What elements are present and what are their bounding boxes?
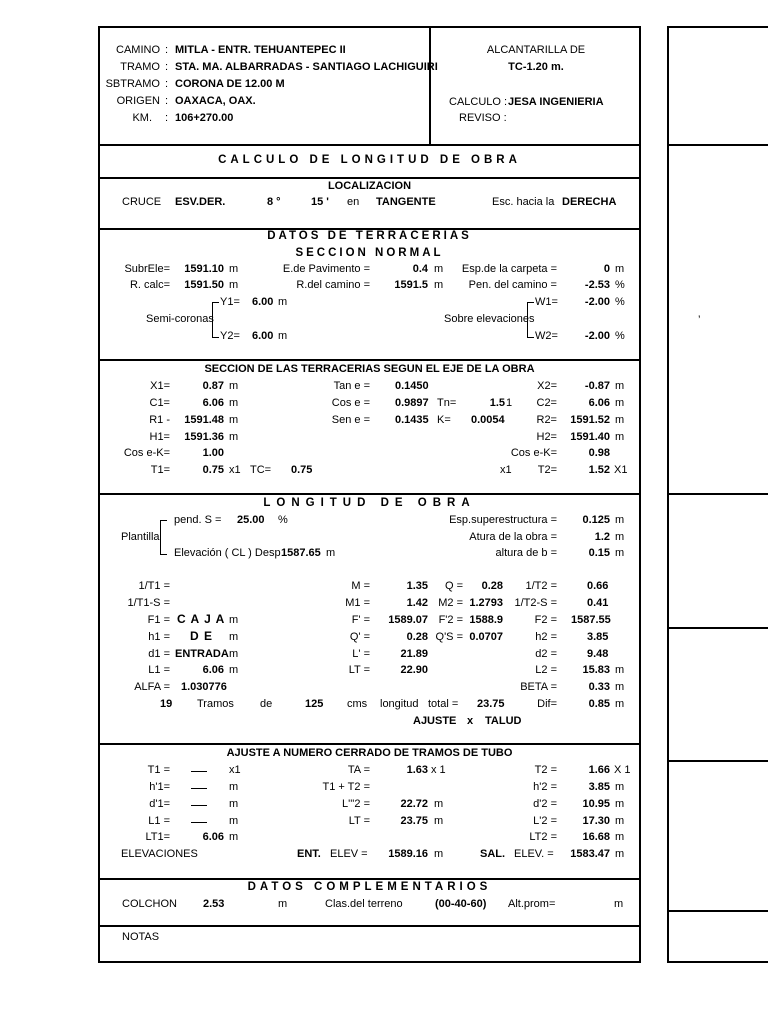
esp-super-value: 0.125 [582,514,610,526]
km-value: 106+270.00 [175,112,234,124]
t2-value: 1.52 [588,464,610,476]
h1-obra-unit: m [229,631,239,643]
tc-label: TC= [250,464,272,476]
t1t2-label: T1 + T2 = [322,781,370,793]
m1-label: M1 = [345,597,370,609]
aj-d2-value: 10.95 [582,798,610,810]
esp-super-label: Esp.superestructura = [449,514,557,526]
f2p-label: F'2 = [438,614,463,626]
ta-unit: x 1 [431,764,446,776]
cosek2-value: 0.98 [588,447,610,459]
colon: : [165,112,169,124]
r2-label: R2= [536,414,557,426]
r1-value: 1591.48 [184,414,224,426]
ajuste-label: AJUSTE [413,715,457,727]
l1-obra-unit: m [229,664,239,676]
empty-value-dash [191,771,207,772]
divider [667,627,768,629]
aj-l2-label: L'2 = [533,815,557,827]
d2-label: d2 = [535,648,557,660]
aj-t1-unit: x1 [229,764,241,776]
tramo-value: STA. MA. ALBARRADAS - SANTIAGO LACHIGUIRI [175,61,438,73]
y1-label: Y1= [220,296,240,308]
w2-value: -2.00 [584,330,610,342]
w1-value: -2.00 [584,296,610,308]
angle-degrees: 8 ° [267,196,281,208]
aj-lt-unit: m [434,815,444,827]
altb-unit: m [615,547,625,559]
c2-value: 6.06 [588,397,610,409]
cms-value: 125 [305,698,324,710]
tangente-value: TANGENTE [376,196,436,208]
esc-label: Esc. hacia la [492,196,555,208]
plantilla-label: Plantilla [121,531,160,543]
aj-t1-label: T1 = [147,764,170,776]
k-label: K= [437,414,451,426]
c2-unit: m [615,397,625,409]
qs-label: Q'S = [435,631,463,643]
fp-label: F' = [351,614,370,626]
esc-value: DERECHA [562,196,617,208]
h2-unit: m [615,431,625,443]
c2-label: C2= [536,397,557,409]
sobre-elevaciones-label: Sobre elevaciones [444,313,535,325]
aj-lt-label: LT = [348,815,370,827]
alt-prom-unit: m [614,898,624,910]
colon: : [165,95,169,107]
pend-label: Pen. del camino = [468,279,557,291]
w1-label: W1= [535,296,558,308]
cosek1-value: 1.00 [202,447,224,459]
pend-s-unit: % [278,514,288,526]
clas-terreno-value: (00-40-60) [435,898,487,910]
localizacion-heading: LOCALIZACION [327,180,412,192]
epav-value: 0.4 [412,263,428,275]
semi-coronas-label: Semi-coronas [146,313,214,325]
cose-label: Cos e = [331,397,370,409]
notas-label: NOTAS [122,931,160,943]
elevaciones-label: ELEVACIONES [121,848,198,860]
m1-value: 1.42 [406,597,428,609]
inv-t1-label: 1/T1 = [138,580,170,592]
elev2-label: ELEV. = [514,848,554,860]
cosek1-label: Cos e-K= [123,447,170,459]
t1-value: 0.75 [202,464,224,476]
aj-lt2-label: LT2 = [529,831,557,843]
origen-value: OAXACA, OAX. [175,95,256,107]
espc-value: 0 [603,263,610,275]
h2-label: H2= [536,431,557,443]
tn-unit: 1 [506,397,513,409]
sal-label: SAL. [480,848,506,860]
r1-unit: m [229,414,239,426]
inv-t2s-value: 0.41 [587,597,609,609]
aj-hp2-value: 3.85 [588,781,610,793]
pend-s-value: 25.00 [237,514,265,526]
lpp2-value: 22.72 [400,798,428,810]
sal-unit: m [615,848,625,860]
x2-unit: m [615,380,625,392]
longitud-heading: LONGITUD DE OBRA [263,497,476,509]
epav-label: E.de Pavimento = [282,263,370,275]
subtramo-label: SBTRAMO [105,78,160,90]
subrele-unit: m [229,263,239,275]
sene-value: 0.1435 [395,414,429,426]
aj-d2-unit: m [615,798,625,810]
rcam-label: R.del camino = [296,279,370,291]
tn-label: Tn= [437,397,457,409]
colon: : [165,61,169,73]
origen-label: ORIGEN [116,95,160,107]
y1-unit: m [278,296,288,308]
ajuste-heading: AJUSTE A NUMERO CERRADO DE TRAMOS DE TUBO [226,747,513,759]
h2-value: 1591.40 [570,431,610,443]
cosek2-label: Cos e-K= [510,447,557,459]
cruce-label: CRUCE [122,196,162,208]
tane-value: 0.1450 [395,380,429,392]
side-mark: ’ [698,314,701,326]
y2-unit: m [278,330,288,342]
rcalc-unit: m [229,279,239,291]
q-label: Q = [444,580,463,592]
h1-obra-label: h1 = [148,631,170,643]
divider [98,359,641,361]
d2-value: 9.48 [587,648,609,660]
talud-label: TALUD [485,715,522,727]
subrele-value: 1591.10 [184,263,224,275]
y2-label: Y2= [220,330,240,342]
elevacion-unit: m [326,547,336,559]
x1-unit: m [229,380,239,392]
t2-label: T2= [537,464,557,476]
camino-label: CAMINO [116,44,160,56]
pend-value: -2.53 [584,279,610,291]
t1-label: T1= [150,464,170,476]
l2-obra-unit: m [615,664,625,676]
altb-value: 0.15 [588,547,610,559]
dif-value: 0.85 [588,698,610,710]
w2-unit: % [615,330,625,342]
w2-label: W2= [535,330,558,342]
lpp2-unit: m [434,798,444,810]
l2-obra-value: 15.83 [582,664,610,676]
espc-label: Esp.de la carpeta = [461,263,557,275]
divider [667,760,768,762]
aj-lt-value: 23.75 [400,815,428,827]
colon: : [165,78,169,90]
divider [98,878,641,880]
reviso-label: REVISO : [459,112,507,124]
c1-unit: m [229,397,239,409]
tramos-label: Tramos [197,698,234,710]
y2-value: 6.00 [252,330,274,342]
qp-label: Q' = [349,631,370,643]
aj-lt2-unit: m [615,831,625,843]
calculo-label: CALCULO : [449,96,508,108]
m2-value: 1.2793 [469,597,503,609]
alt-prom-label: Alt.prom= [508,898,556,910]
inv-t2-label: 1/T2 = [525,580,557,592]
aj-lt2-value: 16.68 [582,831,610,843]
colchon-value: 2.53 [203,898,225,910]
l1-obra-value: 6.06 [202,664,224,676]
angle-minutes: 15 ' [311,196,329,208]
divider [667,910,768,912]
f1-label: F1 = [147,614,170,626]
alfa-label: ALFA = [134,681,170,693]
w1-unit: % [615,296,625,308]
aj-dp1-unit: m [229,798,239,810]
colon: : [165,44,169,56]
beta-unit: m [615,681,625,693]
aj-t2-unit: X 1 [614,764,631,776]
aj-hp2-unit: m [615,781,625,793]
divider [98,925,641,927]
rcalc-value: 1591.50 [184,279,224,291]
aj-dp1-label: d'1= [149,798,170,810]
x2-label: X2= [537,380,557,392]
atura-unit: m [615,531,625,543]
aj-hp1-label: h'1= [149,781,170,793]
f2-value: 1587.55 [571,614,611,626]
tc-value: 0.75 [291,464,313,476]
x1-label: X1= [150,380,170,392]
colchon-unit: m [278,898,288,910]
alcantarilla-label: ALCANTARILLA DE [486,44,586,56]
aj-t2-label: T2 = [534,764,557,776]
cms-label: cms [347,698,368,710]
eje-heading: SECCION DE LAS TERRACERIAS SEGUN EL EJE DE LA OBRA [204,363,535,375]
clas-terreno-label: Clas.del terreno [325,898,403,910]
sene-label: Sen e = [331,414,370,426]
pend-unit: % [615,279,625,291]
t2-unit: X1 [614,464,628,476]
qp-value: 0.28 [406,631,428,643]
cose-value: 0.9897 [395,397,429,409]
alfa-value: 1.030776 [181,681,227,693]
empty-value-dash [191,788,207,789]
complementarios-heading: DATOS COMPLEMENTARIOS [247,881,492,893]
c1-label: C1= [149,397,170,409]
y1-value: 6.00 [252,296,274,308]
subrele-label: SubrEle= [124,263,170,275]
calculo-value: JESA INGENIERIA [508,96,604,108]
divider [98,493,641,495]
f2p-value: 1588.9 [469,614,503,626]
page-title: CALCULO DE LONGITUD DE OBRA [218,154,521,166]
divider [98,177,641,179]
empty-value-dash [191,805,207,806]
beta-value: 0.33 [588,681,610,693]
lt-value: 22.90 [400,664,428,676]
alcantarilla-value: TC-1.20 m. [508,61,564,73]
divider [667,144,768,146]
ent-label: ENT. [297,848,321,860]
lp-value: 21.89 [400,648,428,660]
elevacion-label: Elevación ( CL ) Desp [174,547,281,559]
divider [667,493,768,495]
m-value: 1.35 [406,580,428,592]
aj-hp1-unit: m [229,781,239,793]
tane-label: Tan e = [333,380,370,392]
f1-unit: m [229,614,239,626]
sal-value: 1583.47 [570,848,610,860]
brace [160,520,167,555]
rcalc-label: R. calc= [129,279,170,291]
q-value: 0.28 [481,580,503,592]
fp-value: 1589.07 [388,614,428,626]
h1-value: 1591.36 [184,431,224,443]
aj-lt1-value: 6.06 [202,831,224,843]
ent-unit: m [434,848,444,860]
f1-value: C A J A [177,612,226,626]
divider [98,144,641,146]
aj-lt1-label: LT1= [145,831,170,843]
lp-label: L' = [352,648,370,660]
h2-obra-value: 3.85 [587,631,609,643]
ta-value: 1.63 [406,764,428,776]
terracerias-heading: DATOS DE TERRACERIAS [267,230,472,242]
c1-value: 6.06 [202,397,224,409]
rcam-unit: m [434,279,444,291]
lt-label: LT = [348,664,370,676]
en-label: en [347,196,360,208]
tn-value: 1.5 [489,397,505,409]
aj-l1-label: L1 = [148,815,170,827]
k-value: 0.0054 [471,414,505,426]
aj-l2-value: 17.30 [582,815,610,827]
d1-label: d1 = [148,648,170,660]
esp-super-unit: m [615,514,625,526]
rcam-value: 1591.5 [394,279,428,291]
lpp2-label: L'''2 = [341,798,370,810]
espc-unit: m [615,263,625,275]
ent-value: 1589.16 [388,848,428,860]
d1-unit: m [229,648,239,660]
h1-label: H1= [149,431,170,443]
dif-label: Dif= [537,698,557,710]
km-label: KM. [132,112,152,124]
epav-unit: m [434,263,444,275]
m-label: M = [351,580,370,592]
subtramo-value: CORONA DE 12.00 M [175,78,285,90]
m2-label: M2 = [438,597,463,609]
x2-value: -0.87 [584,380,610,392]
empty-value-dash [191,822,207,823]
aj-lt1-unit: m [229,831,239,843]
f2-label: F2 = [534,614,557,626]
de-label: de [260,698,273,710]
atura-label: Atura de la obra = [469,531,557,543]
ta-label: TA = [347,764,370,776]
aj-d2-label: d'2 = [533,798,557,810]
qs-value: 0.0707 [469,631,503,643]
tramos-value: 19 [160,698,173,710]
total-value: 23.75 [477,698,505,710]
h1-obra-value: D E [190,629,214,643]
h1-unit: m [229,431,239,443]
l1-obra-label: L1 = [148,664,170,676]
d1-value: ENTRADA [175,648,229,660]
cruce-value: ESV.DER. [175,196,226,208]
x1-value: 0.87 [202,380,224,392]
l2-obra-label: L2 = [535,664,557,676]
aj-hp2-label: h'2 = [533,781,557,793]
beta-label: BETA = [520,681,557,693]
longitud-label: longitud [380,698,419,710]
h2-obra-label: h2 = [535,631,557,643]
camino-value: MITLA - ENTR. TEHUANTEPEC II [175,44,346,56]
aj-l1-unit: m [229,815,239,827]
divider [98,743,641,745]
atura-value: 1.2 [594,531,610,543]
t1-unit: x1 [229,464,241,476]
pend-s-label: pend. S = [174,514,222,526]
tramo-label: TRAMO [120,61,160,73]
aj-t2-value: 1.66 [588,764,610,776]
aj-l2-unit: m [615,815,625,827]
r1-label: R1 - [149,414,170,426]
elev-label: ELEV = [330,848,368,860]
x1-mark: x1 [500,464,512,476]
r2-unit: m [615,414,625,426]
inv-t2s-label: 1/T2-S = [514,597,557,609]
dif-unit: m [615,698,625,710]
inv-t1s-label: 1/T1-S = [127,597,170,609]
total-label: total = [428,698,459,710]
x-label: x [467,715,474,727]
seccion-normal-heading: SECCION NORMAL [295,247,444,259]
r2-value: 1591.52 [570,414,610,426]
elevacion-value: 1587.65 [281,547,321,559]
inv-t2-value: 0.66 [587,580,609,592]
altb-label: altura de b = [495,547,557,559]
colchon-label: COLCHON [122,898,178,910]
